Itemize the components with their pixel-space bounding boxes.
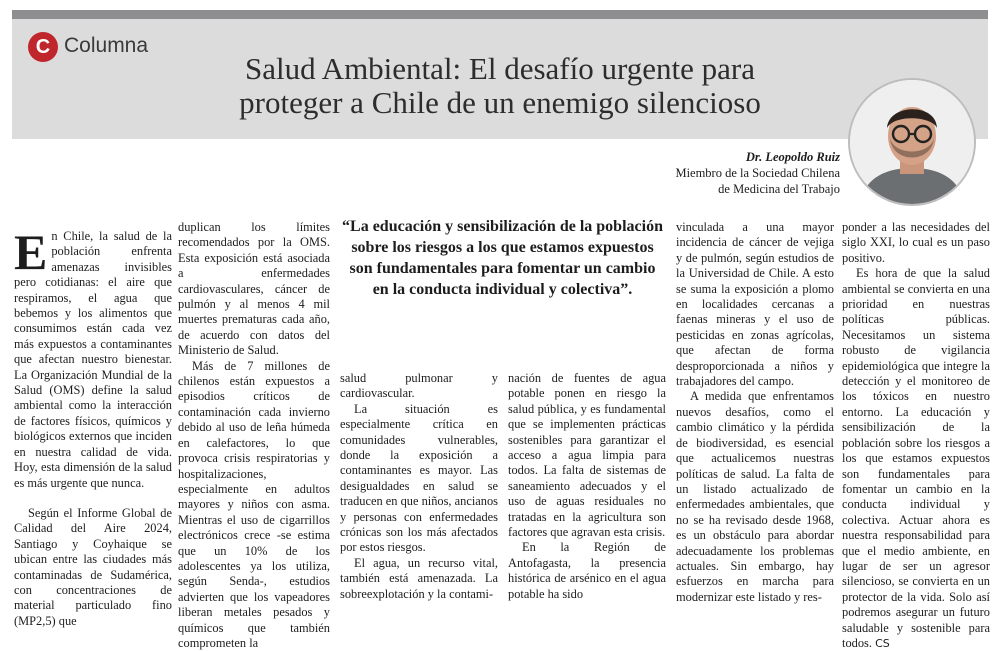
author-role-line-1: Miembro de la Sociedad Chilena	[675, 166, 840, 180]
paragraph: vinculada a una mayor incidencia de cáncer de vejiga y de pulmón, según estudios de la Universidad de Chile. A esto se suma la exposición a plomo en localidades cercanas a faenas mineras y el uso de pesticidas en zonas agrícolas, que afectan de forma desproporcionada a niños y trabajadores del campo.	[676, 220, 834, 389]
column-3	[340, 371, 498, 602]
paragraph: En Chile, la salud de la población enfrenta amenazas invisibles pero cotidianas: el aire que respiramos, el agua que bebemos y los alimentos que consumimos están cada vez más expuestos a contaminantes que afectan nuestro bienestar. La Organización Mundial de la Salud (OMS) define la salud ambiental como la interacción de factores físicos, químicos y biológicos externos que inciden en nuestra calidad de vida. Hoy, esta dimensión de la salud es más urgente que nunca.	[14, 224, 172, 490]
top-bar	[12, 10, 988, 19]
paragraph: La situación es especialmente crítica en comunidades vulnerables, donde la exposición a contaminantes es mayor. Las desigualdades en salud se traducen en que niños, ancianos y personas con enfermedades crónicas son los más afectados por estos riesgos.	[340, 401, 498, 555]
section-label: Columna	[64, 34, 149, 57]
column-4	[508, 371, 666, 602]
column-2	[178, 220, 330, 651]
paragraph: Es hora de que la salud ambiental se convierta en una prioridad en nuestras políticas públicas. Necesitamos un sistema robusto de vigilancia epidemiológica que integre la detección y el monitoreo de los tóxicos en nuestro entorno. La educación y sensibilización de la población sobre los riesgos a los que estamos expuestos son fundamentales para fomentar un cambio en la conducta individual y colectiva. Actuar ahora es nuestra responsabilidad para que el medio ambiente, en lugar de ser un agresor silencioso, se convierta en un protector de la vida. Solo así podremos asegurar un futuro saludable y sostenible para todos. CS	[842, 266, 990, 650]
column-1	[14, 224, 172, 629]
column-badge: C	[28, 32, 58, 62]
drop-cap: E	[14, 224, 48, 280]
paragraph: En la Región de Antofagasta, la presencia histórica de arsénico en el agua potable ha sido	[508, 540, 666, 601]
paragraph: salud pulmonar y cardiovascular.	[340, 371, 498, 401]
author-portrait-icon	[850, 80, 974, 204]
title-line-1: Salud Ambiental: El desafío urgente para	[245, 51, 755, 86]
paragraph: Según el Informe Global de Calidad del Aire 2024, Santiago y Coyhaique se ubican entre las ciudades más contaminadas de Sudamérica, con concentraciones de material particulado fino (MP2,5) que	[14, 505, 172, 628]
author-photo	[848, 78, 976, 206]
author-name: Dr. Leopoldo Ruiz	[745, 150, 840, 164]
paragraph: El agua, un recurso vital, también está amenazada. La sobreexplotación y la contami-	[340, 555, 498, 601]
end-mark-icon: CS	[875, 636, 890, 650]
column-6	[842, 220, 990, 651]
article-title	[190, 52, 810, 120]
column-5	[676, 220, 834, 605]
paragraph: Más de 7 millones de chilenos están expuestos a episodios críticos de contaminación cada invierno debido al uso de leña húmeda en calefactores, lo que provoca crisis respiratorias y hospitalizaciones, especialmente en adultos mayores y niños con asma. Mientras el uso de cigarrillos electrónicos crece -se estima que un 10% de los adolescentes ya los utiliza, según Senda-, estudios advierten que los vapeadores liberan metales pesados y químicos que también comprometen la	[178, 358, 330, 650]
pull-quote: “La educación y sensibilización de la población sobre los riesgos a los que estamos expuestos son fundamentales para fomentar un cambio en la conducta individual y colectiva”.	[342, 218, 663, 298]
paragraph: A medida que enfrentamos nuevos desafíos, como el cambio climático y la pérdida de biodiversidad, es esencial que actualicemos nuestras políticas de salud. La falta de un listado actualizado de enfermedades ambientales, que no se ha revisado desde 1968, es un obstáculo para abordar adecuadamente los problemas actuales. Sin embargo, hay esfuerzos en marcha para modernizar este listado y res-	[676, 389, 834, 604]
author-role-line-2: de Medicina del Trabajo	[718, 182, 840, 196]
paragraph: ponder a las necesidades del siglo XXI, lo cual es un paso positivo.	[842, 220, 990, 265]
title-line-2: proteger a Chile de un enemigo silencioso	[239, 85, 761, 120]
author-block	[675, 149, 840, 197]
paragraph: nación de fuentes de agua potable ponen en riesgo la salud pública, y es fundamental que se implementen prácticas sostenibles para garantizar el acceso a agua limpia para todos. La falta de sistemas de saneamiento adecuados y el uso de aguas residuales no tratadas en la agricultura son factores que agravan esta crisis.	[508, 371, 666, 540]
paragraph: duplican los límites recomendados por la OMS. Esta exposición está asociada a enfermedades cardiovasculares, cáncer de pulmón y al menos 4 mil muertes prematuras cada año, de acuerdo con datos del Ministerio de Salud.	[178, 220, 330, 358]
